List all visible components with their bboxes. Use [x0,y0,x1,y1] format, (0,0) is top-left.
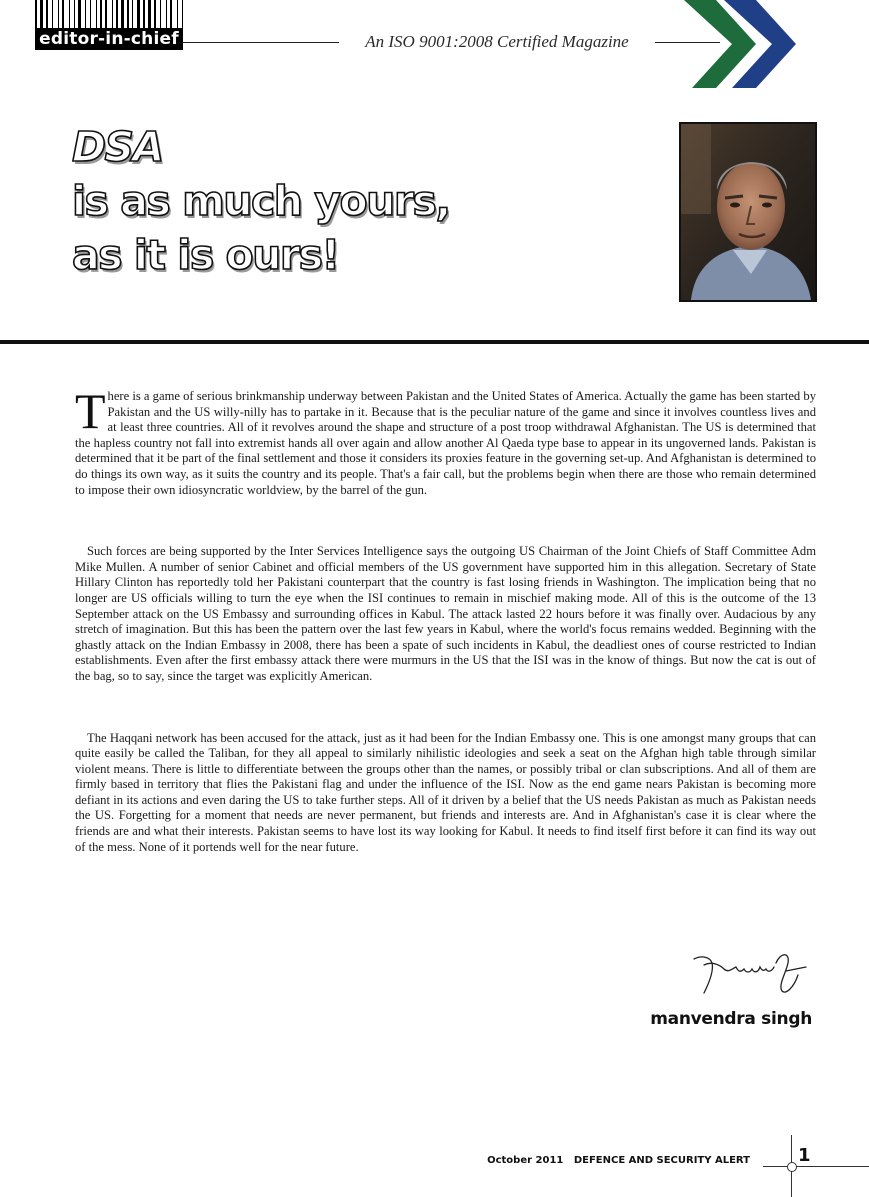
chevron-logo-icon [680,0,800,88]
author-photo [679,122,817,302]
drop-cap: T [75,383,106,439]
portrait-image [681,124,815,300]
barcode-stripe [105,0,107,28]
barcode-stripe [58,0,59,28]
barcode-stripe [160,0,161,28]
barcode-stripe [137,0,140,28]
iso-tagline: An ISO 9001:2008 Certified Magazine [365,32,629,51]
editorial-article [75,383,816,855]
author-signature [690,945,810,1005]
barcode-stripe [69,0,70,28]
barcode-graphic [35,0,183,28]
barcode-stripe [100,0,102,28]
footer-issue: October 2011 [487,1155,564,1166]
barcode-stripe [62,0,64,28]
article-paragraph-3: The Haqqani network has been accused for the attack, just as it had been for the Indian Embassy one. This is one amongst many groups that can quite easily be called the Taliban, for they all appeal to similarly nihilistic ideologies and seek a seat on the Afghan high table through similar violent means. There is little to differentiate between the groups other than the names, or possibly tribal or clan subscriptions. And all of them are firmly based in territory that flies the Pakistani flag and under the influence of the ISI. Now as the end game nears Pakistan is becoming more defiant in its actions and even daring the US to take further steps. All of it driven by a belief that the US needs Pakistan as much as Pakistan needs the US. Forgetting for a moment that needs are never permanent, but friends and interests are. And in Afghanistan's case it is clear where the friends are and what their interests. Pakistan seems to have lost its way looking for Kabul. It needs to find itself first before it can find its way out of the mess. None of it portends well for the near future. [75,730,816,854]
barcode-stripe [148,0,151,28]
author-name: manvendra singh [650,1009,812,1029]
barcode-stripe [85,0,86,28]
barcode-stripe [170,0,172,28]
barcode-stripe [154,0,156,28]
barcode-stripe [52,0,53,28]
headline-line-3: as it is ours! [72,231,339,279]
barcode-stripe [182,0,183,28]
barcode-stripe [143,0,145,28]
headline [72,120,542,282]
registration-mark-icon [787,1162,797,1172]
footer-publication: DEFENCE AND SECURITY ALERT [573,1155,750,1166]
barcode-stripe [90,0,91,28]
article-paragraph-1 [75,383,816,498]
barcode-stripe [166,0,167,28]
page-number: 1 [798,1145,811,1166]
header-rule-left [183,42,339,43]
article-paragraph-2: Such forces are being supported by the Inter Services Intelligence says the outgoing US Chairman of the Joint Chiefs of Staff Committee Adm Mike Mullen. A number of senior Cabinet and official members of the US government have supported him in this allegation. Secretary of State Hillary Clinton has reportedly told her Pakistani counterpart that the country is fast losing friends in Washington. The implication being that no longer are US officials willing to turn the eye when the ISI continues to remain in mischief making mode. All of this is the outcome of the 13 September attack on the US Embassy and surrounding offices in Kabul. The attack lasted 22 hours before it was finally over. Audacious by any stretch of imagination. But this has been the pattern over the last few years in Kabul, where the world's focus remains wedded. Beginning with the ghastly attack on the Indian Embassy in 2008, there has been a spate of such incidents in Kabul, the deadliest ones of course restricted to Indian establishments. Even after the first embassy attack there were murmurs in the US that the ISI was in the know of things. But now the cat is out of the bag, so to say, since the target was explicitly American. [75,544,816,683]
headline-line-1: DSA [72,123,163,171]
section-divider [0,340,869,344]
barcode-stripe [78,0,81,28]
barcode-stripe [96,0,97,28]
barcode-stripe [112,0,113,28]
barcode-stripe [177,0,178,28]
barcode-stripe [121,0,124,28]
barcode-stripe [35,0,37,28]
barcode-stripe [40,0,43,28]
barcode-stripe [127,0,129,28]
footer-issue-info [380,1155,750,1166]
barcode-stripe [74,0,75,28]
barcode-stripe [116,0,118,28]
crop-mark-horizontal [763,1166,869,1167]
headline-line-2: is as much yours, [72,177,450,225]
barcode-stripe [46,0,48,28]
editor-in-chief-badge: editor-in-chief [35,28,183,50]
paragraph-1-text: here is a game of serious brinkmanship underway between Pakistan and the United States of America. Actually the game has been started by Pakistan and the US willy-nilly has to partake in it. Because that is the peculiar nature of the game and since it involves countless lives and at least three countries. All of it revolves around the shape and structure of a post troop withdrawal Afghanistan. The US is determined that the hapless country not fall into extremist hands all over again and allow another Al Qaeda type base to appear in its ungoverned lands. Pakistan is determined that it be part of the final settlement and those it considers its proxies feature in the governing set-up. And Afghanistan is determined to do things its own way, as it suits the country and its people. That's a fair call, but the problems begin when there are those who remain determined to impose their own idiosyncratic worldview, by the barrel of the gun. [75,389,816,497]
barcode-stripe [132,0,133,28]
